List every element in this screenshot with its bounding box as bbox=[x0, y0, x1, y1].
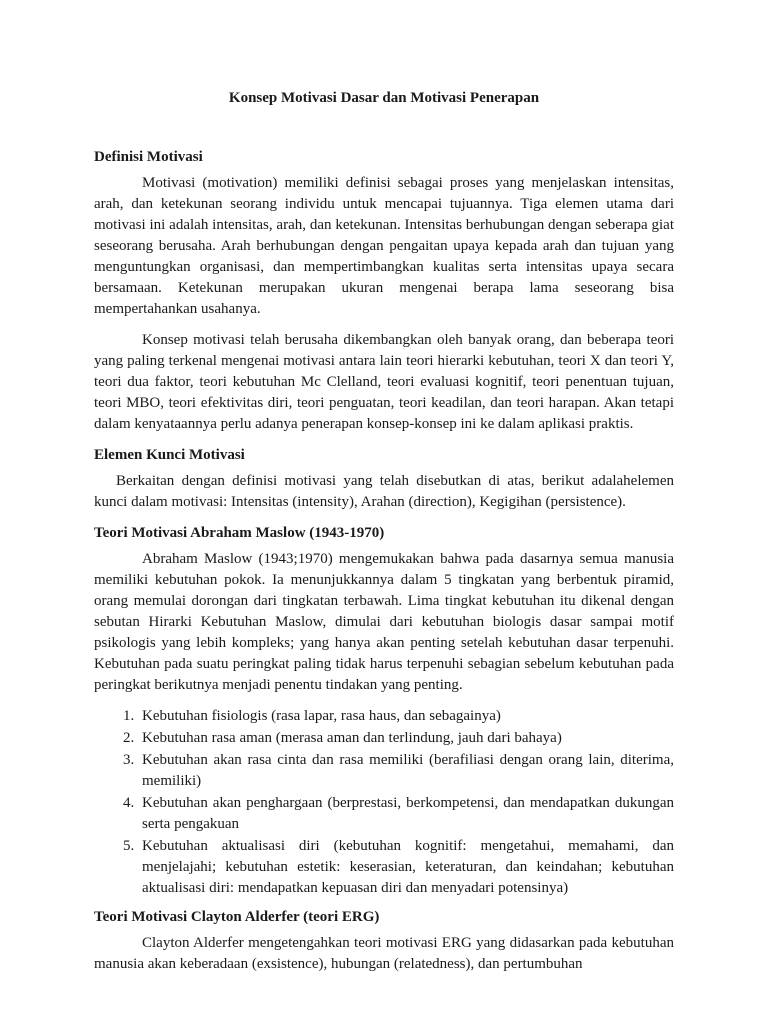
paragraph-definisi-2: Konsep motivasi telah berusaha dikembangkan oleh banyak orang, dan beberapa teori yang paling terkenal mengenai motivasi antara lain teori hierarki kebutuhan, teori X dan teori Y, teori dua faktor, teori kebutuhan Mc Clelland, teori evaluasi kognitif, teori penentuan tujuan, teori MBO, teori efektivitas diri, teori penguatan, teori keadilan, dan teori harapan. Akan tetapi dalam kenyataannya perlu adanya penerapan konsep-konsep ini ke dalam aplikasi praktis. bbox=[94, 332, 674, 432]
list-item: 3. Kebutuhan akan rasa cinta dan rasa memiliki (berafiliasi dengan orang lain, diterima, memiliki) bbox=[138, 750, 674, 792]
list-item: 4. Kebutuhan akan penghargaan (berprestasi, berkompetensi, dan mendapatkan dukungan serta pengakuan bbox=[138, 793, 674, 835]
list-item: 5. Kebutuhan aktualisasi diri (kebutuhan kognitif: mengetahui, memahami, dan menjelajahi; kebutuhan estetik: keserasian, keteraturan, dan keindahan; kebutuhan aktualisasi diri: mendapatkan kepuasan diri dan menyadari potensinya) bbox=[138, 836, 674, 899]
paragraph-definisi-1: Motivasi (motivation) memiliki definisi sebagai proses yang menjelaskan intensitas, arah, dan ketekunan seorang individu untuk mencapai tujuannya. Tiga elemen utama dari motivasi ini adalah intensitas, arah, dan ketekunan. Intensitas berhubungan dengan seberapa giat seseorang berusaha. Arah berhubungan dengan pengaitan upaya kepada arah dan tujuan yang menguntungkan organisasi, dan mempertimbangkan kualitas serta intensitas upaya secara bersamaan. Ketekunan merupakan ukuran mengenai berapa lama seseorang bisa mempertahankan usahanya. bbox=[94, 175, 674, 317]
section-heading-maslow: Teori Motivasi Abraham Maslow (1943-1970) bbox=[94, 525, 385, 541]
paragraph-elemen-1: Berkaitan dengan definisi motivasi yang telah disebutkan di atas, berikut adalahelemen kunci dalam motivasi: Intensitas (intensity), Arahan (direction), Kegigihan (persistence). bbox=[94, 473, 674, 510]
paragraph-alderfer-1: Clayton Alderfer mengetengahkan teori motivasi ERG yang didasarkan pada kebutuhan manusia akan keberadaan (exsistence), hubungan (relatedness), dan pertumbuhan bbox=[94, 935, 674, 972]
section-heading-elemen: Elemen Kunci Motivasi bbox=[94, 447, 245, 463]
list-item: 2. Kebutuhan rasa aman (merasa aman dan terlindung, jauh dari bahaya) bbox=[138, 728, 674, 749]
list-item: 1. Kebutuhan fisiologis (rasa lapar, rasa haus, dan sebagainya) bbox=[138, 706, 674, 727]
maslow-needs-list bbox=[94, 706, 674, 899]
document-body bbox=[94, 147, 674, 985]
section-heading-definisi: Definisi Motivasi bbox=[94, 149, 203, 165]
section-heading-alderfer: Teori Motivasi Clayton Alderfer (teori ERG) bbox=[94, 909, 380, 925]
paragraph-maslow-1: Abraham Maslow (1943;1970) mengemukakan bahwa pada dasarnya semua manusia memiliki kebutuhan pokok. Ia menunjukkannya dalam 5 tingkatan yang berbentuk piramid, orang memulai dorongan dari tingkatan terbawah. Lima tingkat kebutuhan itu dikenal dengan sebutan Hirarki Kebutuhan Maslow, dimulai dari kebutuhan biologis dasar sampai motif psikologis yang lebih kompleks; yang hanya akan penting setelah kebutuhan dasar terpenuhi. Kebutuhan pada suatu peringkat paling tidak harus terpenuhi sebagian sebelum kebutuhan pada peringkat berikutnya menjadi penentu tindakan yang penting. bbox=[94, 551, 674, 693]
document-title: Konsep Motivasi Dasar dan Motivasi Penerapan bbox=[228, 90, 540, 106]
